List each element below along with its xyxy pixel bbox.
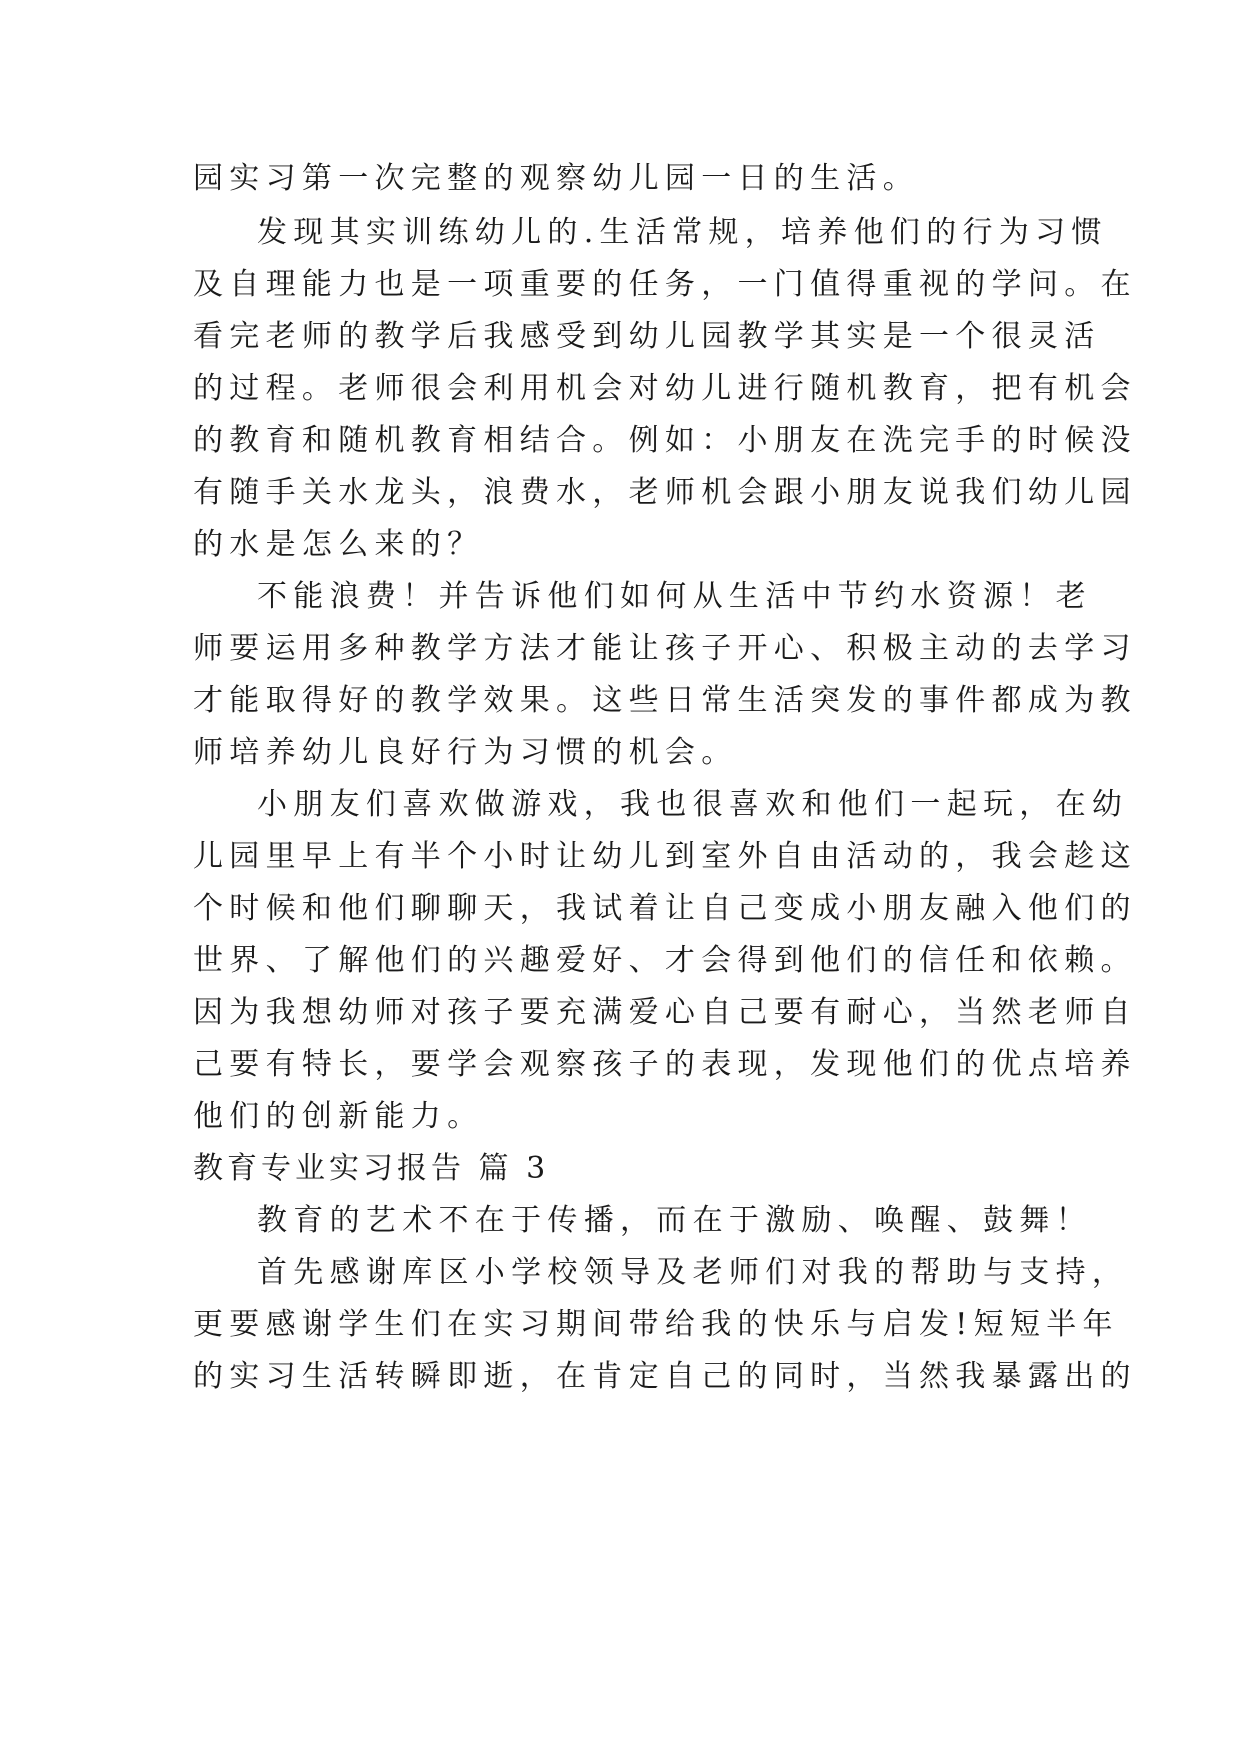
text-line: 有随手关水龙头，浪费水，老师机会跟小朋友说我们幼儿园 [193,475,1137,510]
text-line: 世界、了解他们的兴趣爱好、才会得到他们的信任和依赖。 [193,943,1137,978]
text-line: 师培养幼儿良好行为习惯的机会。 [193,735,738,770]
text-line: 的过程。老师很会利用机会对幼儿进行随机教育，把有机会 [193,371,1137,406]
text-line: 他们的创新能力。 [193,1099,484,1134]
paragraph-start-line: 小朋友们喜欢做游戏，我也很喜欢和他们一起玩，在幼 [257,787,1129,822]
text-line: 才能取得好的教学效果。这些日常生活突发的事件都成为教 [193,683,1137,718]
text-line: 的教育和随机教育相结合。例如：小朋友在洗完手的时候没 [193,423,1137,458]
text-line: 儿园里早上有半个小时让幼儿到室外自由活动的，我会趁这 [193,839,1137,874]
text-line: 师要运用多种教学方法才能让孩子开心、积极主动的去学习 [193,631,1137,666]
text-line: 园实习第一次完整的观察幼儿园一日的生活。 [193,161,919,196]
paragraph-start-line: 发现其实训练幼儿的.生活常规，培养他们的行为习惯 [257,215,1108,250]
text-line: 的实习生活转瞬即逝，在肯定自己的同时，当然我暴露出的 [193,1359,1137,1394]
paragraph-start-line: 首先感谢库区小学校领导及老师们对我的帮助与支持， [257,1255,1129,1290]
text-line: 个时候和他们聊聊天，我试着让自己变成小朋友融入他们的 [193,891,1137,926]
text-line: 看完老师的教学后我感受到幼儿园教学其实是一个很灵活 [193,319,1101,354]
text-line: 及自理能力也是一项重要的任务，一门值得重视的学问。在 [193,267,1137,302]
document-body [193,150,1137,1403]
text-line: 己要有特长，要学会观察孩子的表现，发现他们的优点培养 [193,1047,1137,1082]
text-line: 因为我想幼师对孩子要充满爱心自己要有耐心，当然老师自 [193,995,1137,1030]
section-heading: 教育专业实习报告 篇 3 [193,1151,550,1186]
text-line: 的水是怎么来的？ [193,527,484,562]
paragraph-start-line: 教育的艺术不在于传播，而在于激励、唤醒、鼓舞！ [257,1203,1092,1238]
paragraph-start-line: 不能浪费！并告诉他们如何从生活中节约水资源！老 [257,579,1092,614]
text-line: 更要感谢学生们在实习期间带给我的快乐与启发!短短半年 [193,1307,1119,1342]
